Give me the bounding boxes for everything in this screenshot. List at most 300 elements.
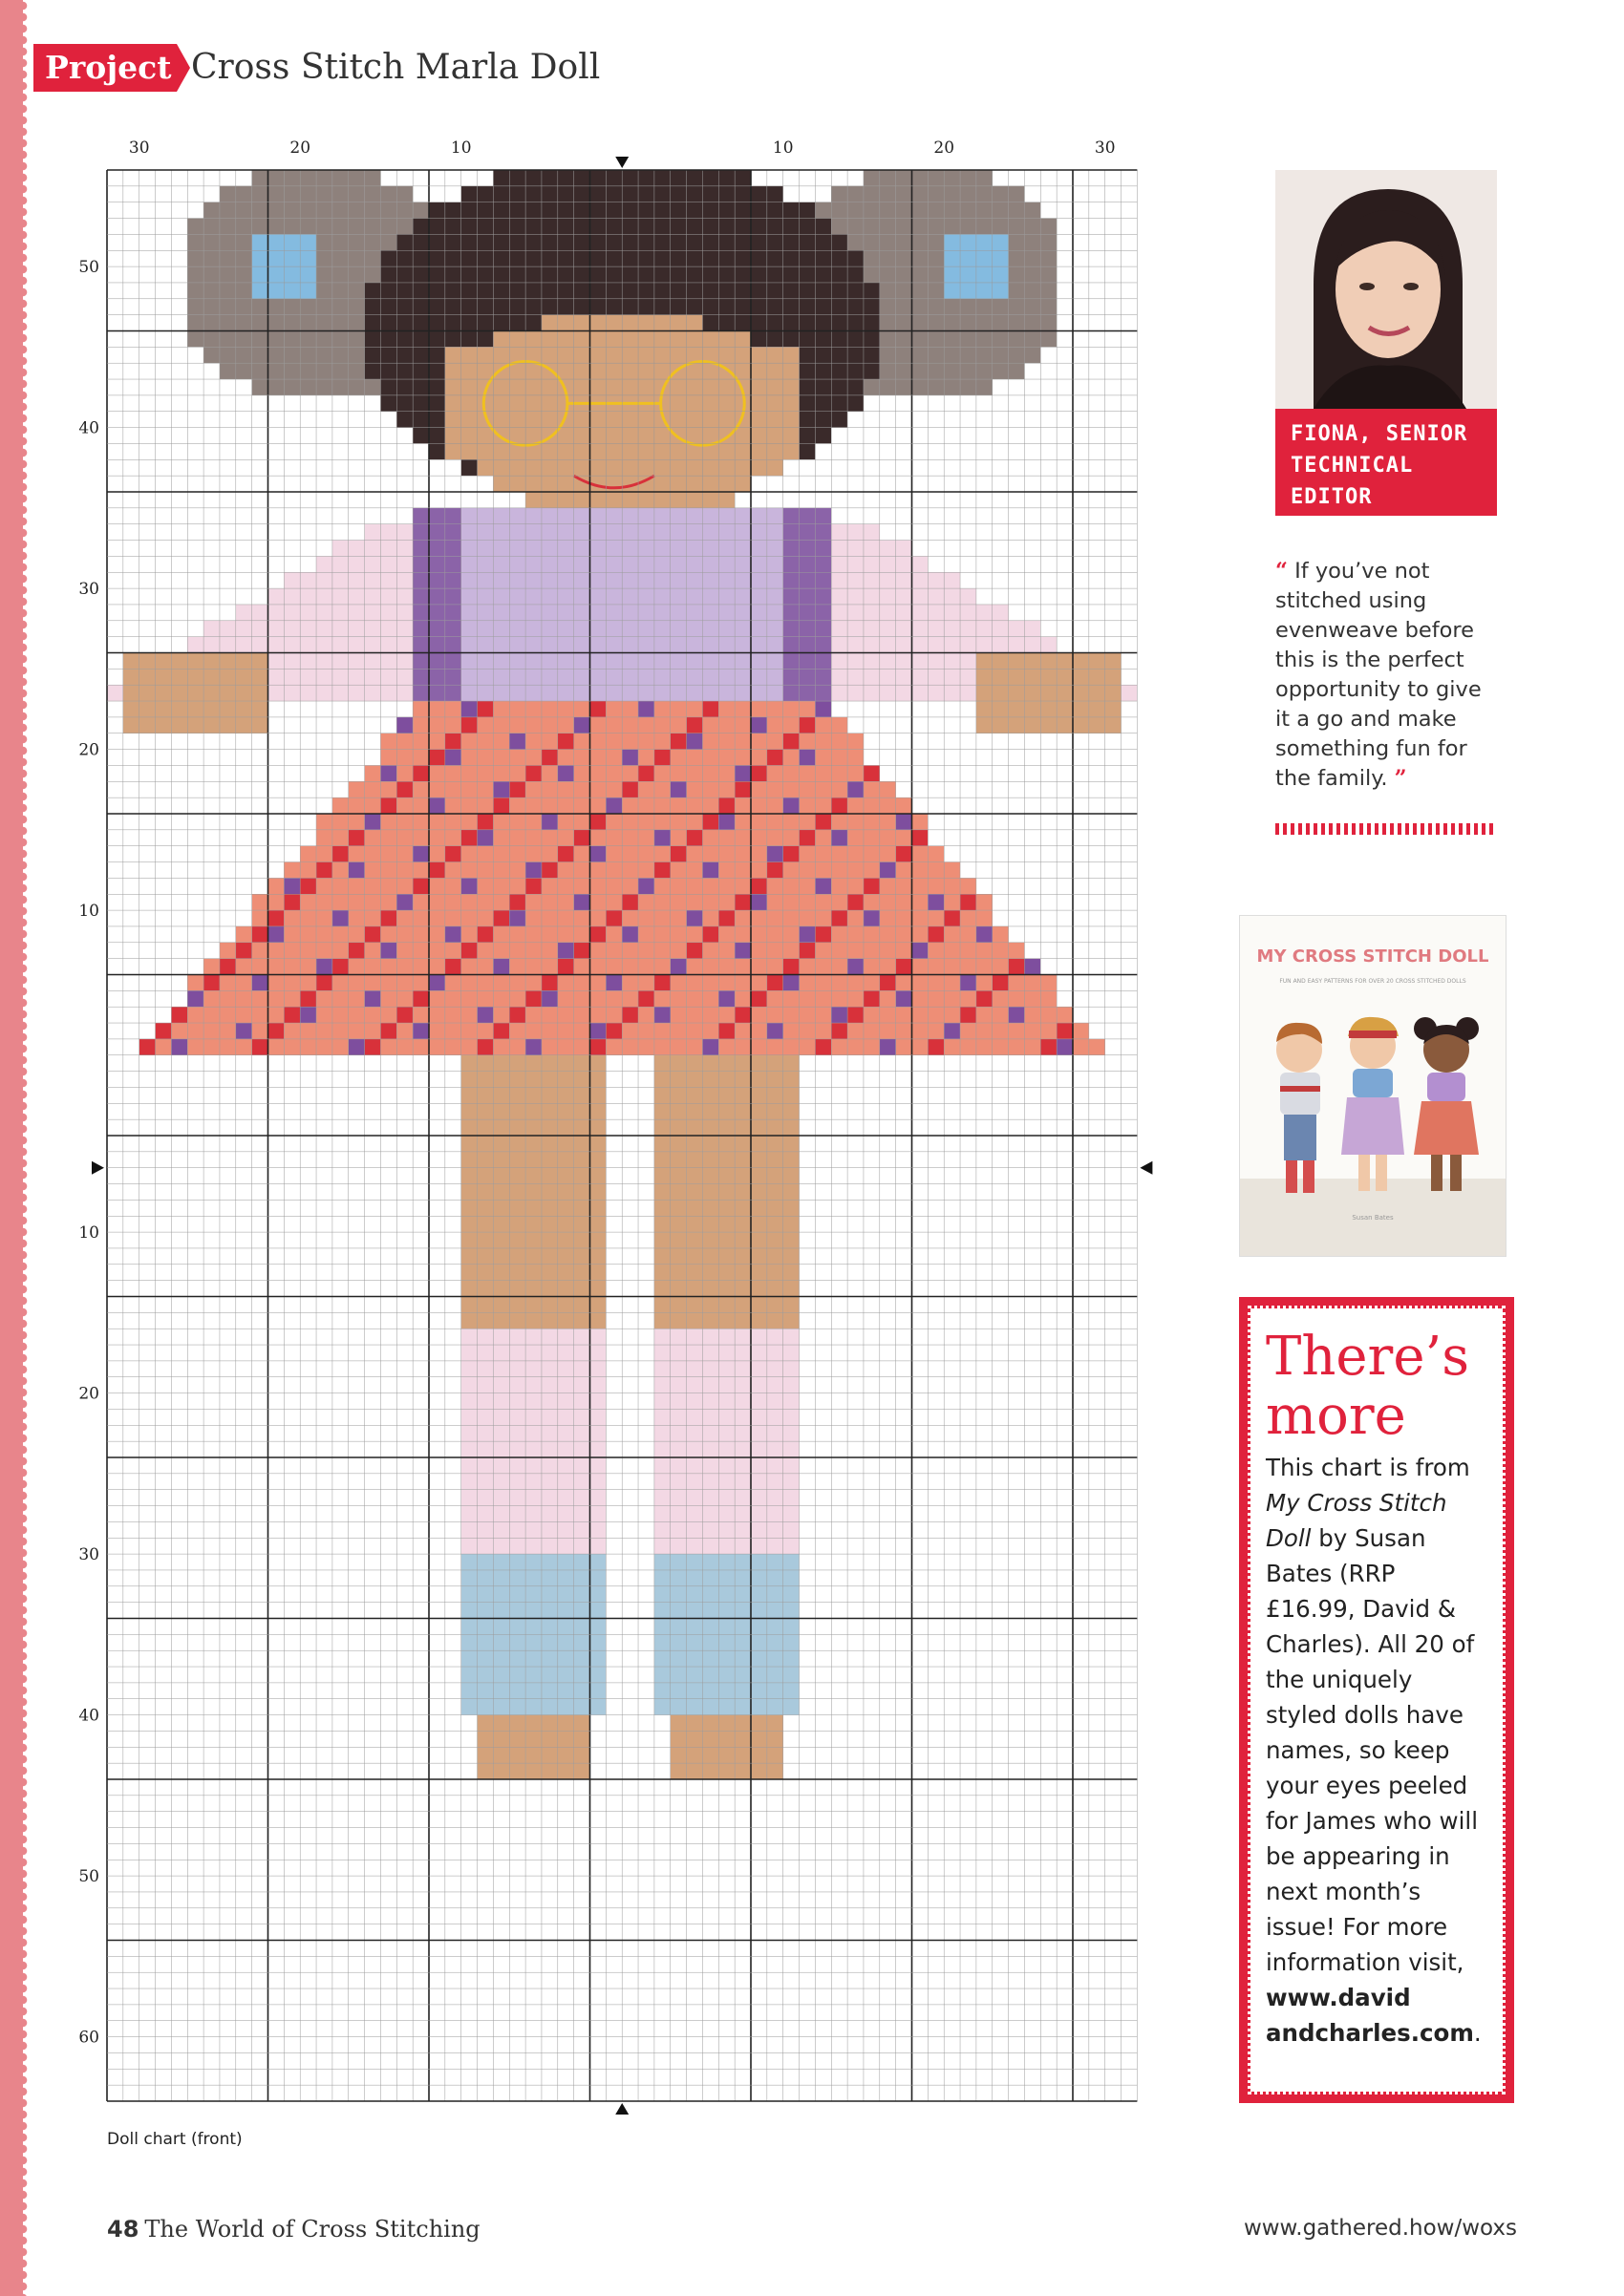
foot-right xyxy=(735,1715,751,1732)
leg-right xyxy=(751,1393,767,1410)
skirt xyxy=(220,959,236,975)
face xyxy=(558,347,574,363)
hair-bun-left xyxy=(316,170,332,186)
sleeve-left xyxy=(380,572,396,588)
leg-left xyxy=(525,1055,542,1072)
top xyxy=(493,508,509,524)
hair xyxy=(735,219,751,235)
top xyxy=(751,508,767,524)
leg-right xyxy=(687,1554,703,1570)
skirt xyxy=(542,781,558,797)
leg-left xyxy=(461,1570,478,1586)
hand-right xyxy=(993,717,1009,733)
leg-left xyxy=(478,1345,494,1361)
leg-left xyxy=(478,1248,494,1265)
bow-right xyxy=(976,266,993,283)
leg-right xyxy=(671,1216,687,1232)
hair-bun-left xyxy=(252,219,268,235)
skirt xyxy=(332,797,349,814)
sleeve-left xyxy=(300,685,316,701)
footer-url[interactable]: www.gathered.how/woxs xyxy=(1243,2216,1517,2241)
skirt xyxy=(993,943,1009,959)
face xyxy=(718,492,735,508)
foot-right xyxy=(767,1763,783,1779)
hair xyxy=(815,395,831,412)
leg-right xyxy=(671,1087,687,1103)
leg-left xyxy=(461,1184,478,1201)
skirt xyxy=(622,846,638,862)
face xyxy=(606,379,622,395)
hair-bun-left xyxy=(203,234,220,250)
bow-left xyxy=(252,250,268,266)
leg-right xyxy=(751,1216,767,1232)
leg-right xyxy=(718,1506,735,1522)
skirt xyxy=(1024,1023,1040,1039)
skirt xyxy=(316,959,332,975)
skirt xyxy=(558,959,574,975)
top xyxy=(590,605,607,621)
leg-left xyxy=(478,1521,494,1538)
hand-right xyxy=(1057,653,1073,670)
hair-bun-right xyxy=(1024,250,1040,266)
skirt xyxy=(702,701,718,717)
leg-right xyxy=(687,1087,703,1103)
skirt xyxy=(622,1039,638,1055)
website-link[interactable]: www.david andcharles.com xyxy=(1266,1984,1474,2047)
leg-left xyxy=(574,1521,590,1538)
bow-left xyxy=(300,250,316,266)
top xyxy=(461,669,478,685)
leg-left xyxy=(574,1393,590,1410)
leg-right xyxy=(687,1441,703,1457)
skirt xyxy=(574,1039,590,1055)
skirt xyxy=(252,990,268,1007)
sleeve-right xyxy=(993,621,1009,637)
leg-right xyxy=(735,1184,751,1201)
leg-left xyxy=(493,1055,509,1072)
hair xyxy=(525,219,542,235)
hair-bun-left xyxy=(300,170,316,186)
hair-bun-right xyxy=(928,186,944,202)
skirt xyxy=(220,975,236,991)
hair xyxy=(478,315,494,331)
sleeve-left xyxy=(300,605,316,621)
skirt xyxy=(671,959,687,975)
leg-right xyxy=(718,1103,735,1119)
skirt xyxy=(509,717,525,733)
top xyxy=(638,541,654,557)
top xyxy=(687,621,703,637)
leg-right xyxy=(671,1281,687,1297)
leg-left xyxy=(461,1168,478,1184)
leg-right xyxy=(654,1248,671,1265)
skirt xyxy=(429,717,445,733)
leg-left xyxy=(525,1393,542,1410)
skirt xyxy=(880,781,896,797)
skirt xyxy=(332,926,349,943)
face xyxy=(574,331,590,348)
hair xyxy=(493,315,509,331)
hair-bun-left xyxy=(349,363,365,379)
foot-left xyxy=(542,1763,558,1779)
skirt xyxy=(332,878,349,894)
foot-left xyxy=(525,1731,542,1747)
skirt xyxy=(1089,1039,1105,1055)
leg-left xyxy=(493,1265,509,1281)
hand-right xyxy=(1089,653,1105,670)
top xyxy=(558,653,574,670)
hair-bun-right xyxy=(896,186,912,202)
leg-left xyxy=(574,1232,590,1248)
hair xyxy=(735,186,751,202)
skirt xyxy=(590,862,607,879)
skirt xyxy=(718,990,735,1007)
hair xyxy=(478,186,494,202)
leg-right xyxy=(735,1474,751,1490)
face xyxy=(445,428,461,444)
hair-bun-left xyxy=(220,219,236,235)
hair xyxy=(429,363,445,379)
hair-bun-right xyxy=(944,347,960,363)
sleeve-right xyxy=(847,685,864,701)
face xyxy=(638,315,654,331)
skirt xyxy=(380,878,396,894)
hair-bun-right xyxy=(976,299,993,315)
hair-bun-right xyxy=(928,331,944,348)
skirt xyxy=(429,797,445,814)
skirt xyxy=(976,1007,993,1023)
leg-right xyxy=(687,1072,703,1088)
skirt xyxy=(928,910,944,926)
skirt xyxy=(445,878,461,894)
skirt xyxy=(783,765,800,781)
skirt xyxy=(365,1007,381,1023)
skirt xyxy=(574,846,590,862)
sleeve-left xyxy=(396,621,413,637)
leg-left xyxy=(590,1312,607,1329)
leg-right xyxy=(702,1119,718,1136)
skirt xyxy=(960,943,976,959)
skirt xyxy=(461,750,478,766)
leg-left xyxy=(478,1570,494,1586)
top xyxy=(735,508,751,524)
face xyxy=(590,459,607,476)
hair xyxy=(751,219,767,235)
leg-right xyxy=(702,1152,718,1168)
more-text-1: This chart is from xyxy=(1266,1454,1470,1481)
sleeve-right xyxy=(864,541,880,557)
skirt xyxy=(478,975,494,991)
skirt xyxy=(751,894,767,910)
leg-left xyxy=(542,1281,558,1297)
skirt xyxy=(203,975,220,991)
leg-left xyxy=(461,1297,478,1313)
hair xyxy=(396,412,413,428)
leg-right xyxy=(702,1168,718,1184)
skirt xyxy=(558,701,574,717)
face xyxy=(574,363,590,379)
hair xyxy=(687,250,703,266)
face xyxy=(767,363,783,379)
sleeve-left xyxy=(316,669,332,685)
skirt xyxy=(671,733,687,750)
skirt xyxy=(815,990,831,1007)
leg-left xyxy=(574,1619,590,1635)
top xyxy=(718,685,735,701)
hair xyxy=(687,234,703,250)
leg-left xyxy=(590,1297,607,1313)
hair xyxy=(831,347,847,363)
hair xyxy=(478,219,494,235)
leg-left xyxy=(509,1281,525,1297)
hair-bun-right xyxy=(1024,347,1040,363)
foot-left xyxy=(478,1731,494,1747)
hand-left xyxy=(236,669,252,685)
face xyxy=(751,412,767,428)
face xyxy=(622,347,638,363)
skirt xyxy=(606,701,622,717)
skirt xyxy=(493,990,509,1007)
bow-right xyxy=(993,234,1009,250)
leg-left xyxy=(574,1136,590,1152)
hair xyxy=(445,266,461,283)
top xyxy=(671,508,687,524)
hair-bun-left xyxy=(252,170,268,186)
hair-bun-right xyxy=(960,363,976,379)
leg-right xyxy=(783,1103,800,1119)
skirt xyxy=(896,990,912,1007)
sleeve-right xyxy=(944,653,960,670)
top xyxy=(606,621,622,637)
skirt xyxy=(880,814,896,830)
leg-left xyxy=(461,1586,478,1603)
leg-right xyxy=(735,1361,751,1377)
leg-right xyxy=(783,1457,800,1474)
leg-left xyxy=(590,1184,607,1201)
face xyxy=(654,363,671,379)
skirt xyxy=(574,878,590,894)
skirt xyxy=(654,1007,671,1023)
skirt xyxy=(896,959,912,975)
top xyxy=(783,653,800,670)
skirt xyxy=(654,975,671,991)
leg-right xyxy=(783,1603,800,1619)
bow-right xyxy=(944,234,960,250)
skirt xyxy=(316,990,332,1007)
skirt xyxy=(316,846,332,862)
skirt xyxy=(880,1039,896,1055)
face xyxy=(638,443,654,459)
hand-left xyxy=(139,669,156,685)
top xyxy=(413,588,429,605)
skirt xyxy=(284,1007,300,1023)
leg-left xyxy=(590,1345,607,1361)
hair-bun-left xyxy=(284,299,300,315)
hair xyxy=(380,395,396,412)
skirt xyxy=(380,781,396,797)
skirt xyxy=(493,701,509,717)
foot-right xyxy=(718,1715,735,1732)
top xyxy=(815,637,831,653)
leg-right xyxy=(783,1055,800,1072)
skirt xyxy=(767,862,783,879)
skirt xyxy=(751,765,767,781)
hair xyxy=(622,202,638,219)
skirt xyxy=(702,1023,718,1039)
hair xyxy=(800,395,816,412)
leg-right xyxy=(735,1345,751,1361)
hair-bun-right xyxy=(831,202,847,219)
bow-right xyxy=(960,283,976,299)
hair-bun-left xyxy=(396,202,413,219)
skirt xyxy=(735,1023,751,1039)
top xyxy=(783,637,800,653)
face xyxy=(702,331,718,348)
leg-right xyxy=(687,1055,703,1072)
leg-right xyxy=(702,1087,718,1103)
skirt xyxy=(445,959,461,975)
hair xyxy=(429,347,445,363)
skirt xyxy=(396,846,413,862)
top xyxy=(702,669,718,685)
hair-bun-right xyxy=(944,202,960,219)
top xyxy=(718,541,735,557)
skirt xyxy=(558,750,574,766)
hair xyxy=(493,219,509,235)
hand-right xyxy=(1009,701,1025,717)
hair xyxy=(493,234,509,250)
skirt xyxy=(944,910,960,926)
face xyxy=(606,428,622,444)
hand-right xyxy=(993,701,1009,717)
sleeve-right xyxy=(1009,637,1025,653)
top xyxy=(445,621,461,637)
skirt xyxy=(525,878,542,894)
sleeve-right xyxy=(960,685,976,701)
top xyxy=(478,524,494,541)
leg-right xyxy=(718,1184,735,1201)
skirt xyxy=(1057,1039,1073,1055)
hair xyxy=(590,202,607,219)
leg-right xyxy=(735,1490,751,1506)
skirt xyxy=(365,830,381,846)
skirt xyxy=(396,975,413,991)
skirt xyxy=(654,846,671,862)
hair xyxy=(847,363,864,379)
skirt xyxy=(252,959,268,975)
hair xyxy=(461,186,478,202)
magazine-name: The World of Cross Stitching xyxy=(144,2216,481,2243)
skirt xyxy=(478,878,494,894)
face xyxy=(638,331,654,348)
leg-left xyxy=(590,1265,607,1281)
skirt xyxy=(800,975,816,991)
skirt xyxy=(365,862,381,879)
skirt xyxy=(461,781,478,797)
leg-left xyxy=(574,1103,590,1119)
hair xyxy=(396,234,413,250)
top xyxy=(751,524,767,541)
sleeve-left xyxy=(284,669,300,685)
hair-bun-left xyxy=(316,266,332,283)
top xyxy=(751,588,767,605)
sleeve-right xyxy=(944,685,960,701)
hand-right xyxy=(1040,717,1057,733)
skirt xyxy=(349,814,365,830)
skirt xyxy=(171,1023,187,1039)
face xyxy=(687,379,703,395)
top xyxy=(493,572,509,588)
sleeve-right xyxy=(896,685,912,701)
hair xyxy=(445,283,461,299)
skirt xyxy=(751,1007,767,1023)
leg-left xyxy=(461,1103,478,1119)
skirt xyxy=(574,717,590,733)
face xyxy=(751,347,767,363)
leg-left xyxy=(525,1538,542,1554)
leg-left xyxy=(509,1200,525,1216)
hand-right xyxy=(1040,669,1057,685)
leg-left xyxy=(493,1329,509,1345)
skirt xyxy=(767,926,783,943)
sleeve-right xyxy=(880,572,896,588)
foot-right xyxy=(735,1763,751,1779)
top xyxy=(509,508,525,524)
hair-bun-right xyxy=(831,186,847,202)
hair xyxy=(702,299,718,315)
top xyxy=(800,572,816,588)
hand-right xyxy=(1057,669,1073,685)
face xyxy=(702,412,718,428)
skirt xyxy=(429,765,445,781)
leg-right xyxy=(783,1538,800,1554)
top xyxy=(718,637,735,653)
sleeve-right xyxy=(944,605,960,621)
leg-right xyxy=(687,1490,703,1506)
skirt xyxy=(800,1039,816,1055)
top xyxy=(429,508,445,524)
leg-right xyxy=(751,1200,767,1216)
leg-right xyxy=(783,1409,800,1425)
hair-bun-right xyxy=(896,266,912,283)
leg-left xyxy=(574,1570,590,1586)
top xyxy=(687,524,703,541)
leg-right xyxy=(751,1603,767,1619)
leg-left xyxy=(558,1297,574,1313)
skirt xyxy=(702,975,718,991)
hair xyxy=(574,299,590,315)
hair-bun-left xyxy=(252,202,268,219)
hair-bun-left xyxy=(332,186,349,202)
leg-left xyxy=(558,1377,574,1393)
skirt xyxy=(831,926,847,943)
skirt xyxy=(702,1007,718,1023)
top xyxy=(815,524,831,541)
hair xyxy=(493,202,509,219)
leg-left xyxy=(461,1072,478,1088)
top xyxy=(445,541,461,557)
left-axis-label: 50 xyxy=(78,1867,99,1887)
face xyxy=(622,443,638,459)
leg-right xyxy=(751,1619,767,1635)
skirt xyxy=(220,1039,236,1055)
leg-left xyxy=(525,1667,542,1683)
skirt xyxy=(380,910,396,926)
skirt xyxy=(284,1023,300,1039)
leg-left xyxy=(558,1281,574,1297)
skirt xyxy=(687,959,703,975)
face xyxy=(509,395,525,412)
